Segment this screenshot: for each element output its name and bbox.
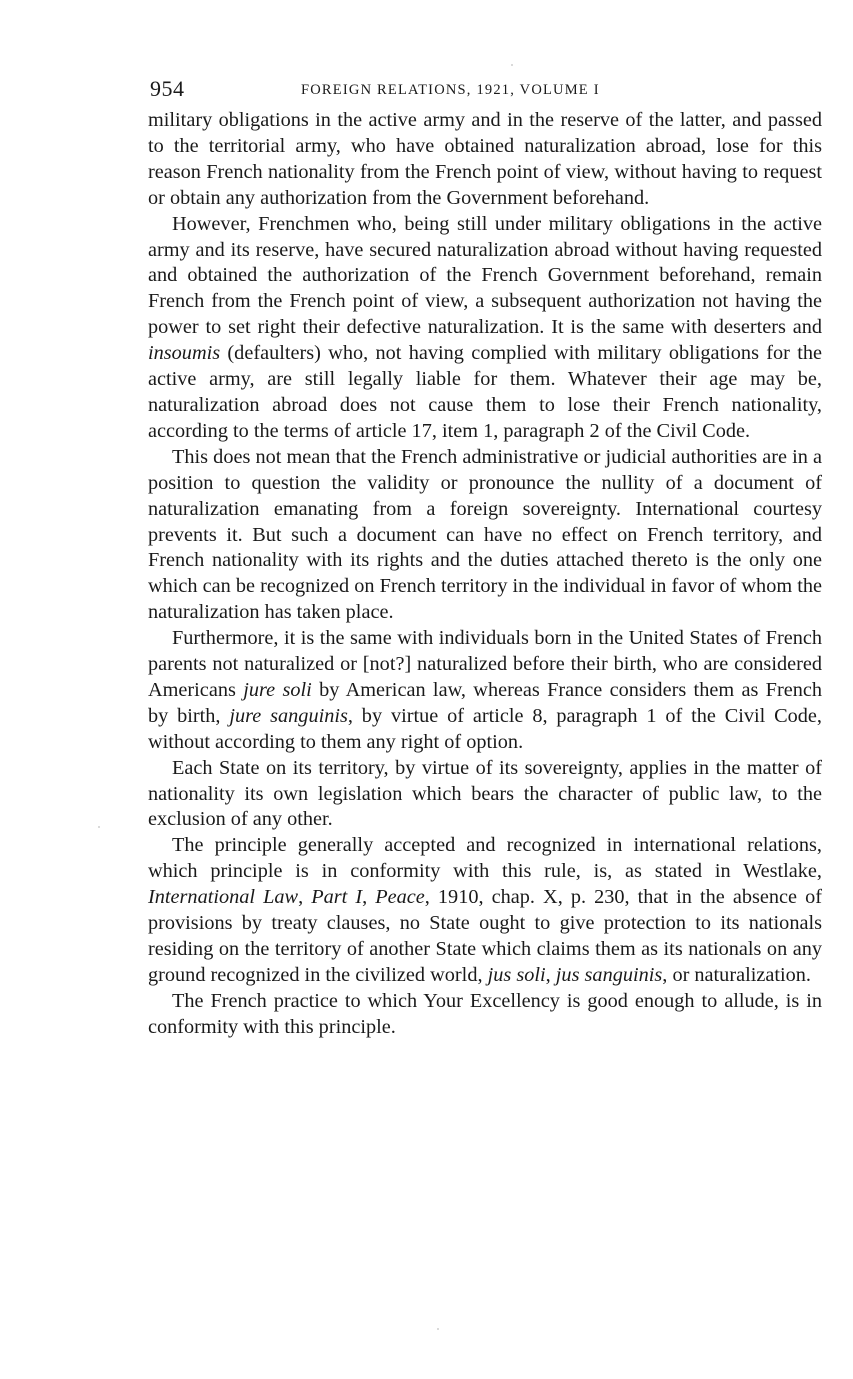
paragraph	[148, 756, 822, 834]
text-run: , by virtue of article 8, paragraph 1 of the Civil Code, without according to them any right of option.	[148, 704, 823, 753]
text-run: , 1910, chap. X, p. 230, that in the absence of provisions by treaty clauses, no State ought to give protection to its nationals residing on the territory of another State which claims them as its nationals on any ground recognized in the civilized world,	[148, 886, 822, 986]
text-run: This does not mean that the French administrative or judicial authorities are in a position to question the validity or pronounce the nullity of a document of naturalization emanating from a foreign sovereignty. International courtesy prevents it. But such a document can have no effect on French territory, and French nationality with its rights and the duties attached thereto is the only one which can be recognized on French territory in the individual in favor of whom the naturalization has taken place.	[148, 445, 822, 624]
text-run: The principle generally accepted and recognized in international relations, which principle is in conformity with this rule, is, as stated in Westlake,	[148, 834, 822, 883]
text-run: The French practice to which Your Excellency is good enough to allude, is in conformity with this principle.	[148, 989, 822, 1038]
text-run: ,	[545, 963, 556, 986]
italic-text: International Law	[148, 886, 299, 909]
text-run: ,	[298, 886, 312, 909]
paragraph	[148, 212, 822, 445]
text-run: Each State on its territory, by virtue of its sovereignty, applies in the matter of nationality its own legislation which bears the character of public law, to the exclusion of any other.	[148, 756, 822, 831]
italic-text: Peace	[375, 886, 425, 909]
body-text	[148, 108, 822, 1041]
paragraph	[148, 445, 822, 626]
text-run: ,	[362, 886, 376, 909]
scan-speck	[437, 1328, 439, 1330]
paragraph	[148, 108, 822, 212]
page-header	[148, 74, 822, 108]
text-run: military obligations in the active army and in the reserve of the latter, and passed to the territorial army, who have obtained naturalization abroad, lose for this reason French nationality from the French point of view, without having to request or obtain any authorization from the Government beforehand.	[148, 109, 822, 209]
text-run: However, Frenchmen who, being still under military obligations in the active army and its reserve, have secured naturalization abroad without having requested and obtained the authorization of the French Government beforehand, remain French from the French point of view, a subsequent authorization not having the power to set right their defective naturalization. It is the same with deserters and	[148, 212, 822, 339]
paragraph	[148, 989, 822, 1041]
italic-text: jus sanguinis	[555, 963, 663, 986]
italic-text: jus soli	[487, 963, 546, 986]
italic-text: Part I	[311, 886, 363, 909]
text-run: Furthermore, it is the same with individuals born in the United States of French parents not naturalized or [not?] naturalized before their birth, who are considered Americans	[148, 627, 822, 701]
paragraph	[148, 626, 822, 756]
italic-text: insoumis	[148, 342, 221, 365]
scan-speck	[98, 826, 100, 828]
text-run: , or naturalization.	[662, 963, 811, 986]
running-head: FOREIGN RELATIONS, 1921, VOLUME I	[301, 82, 600, 98]
scan-speck	[511, 64, 513, 66]
text-run: (defaulters) who, not having complied with military obligations for the active army, are still legally liable for them. Whatever their age may be, naturalization abroad does not cause them to lose their French nationality, according to the terms of article 17, item 1, paragraph 2 of the Civil Code.	[148, 342, 822, 442]
document-page	[148, 74, 822, 1041]
text-run: by American law, whereas France considers them as French by birth,	[148, 678, 823, 727]
page-number: 954	[150, 76, 185, 101]
italic-text: jure sanguinis	[229, 704, 348, 727]
italic-text: jure soli	[243, 678, 312, 701]
paragraph	[148, 833, 822, 988]
